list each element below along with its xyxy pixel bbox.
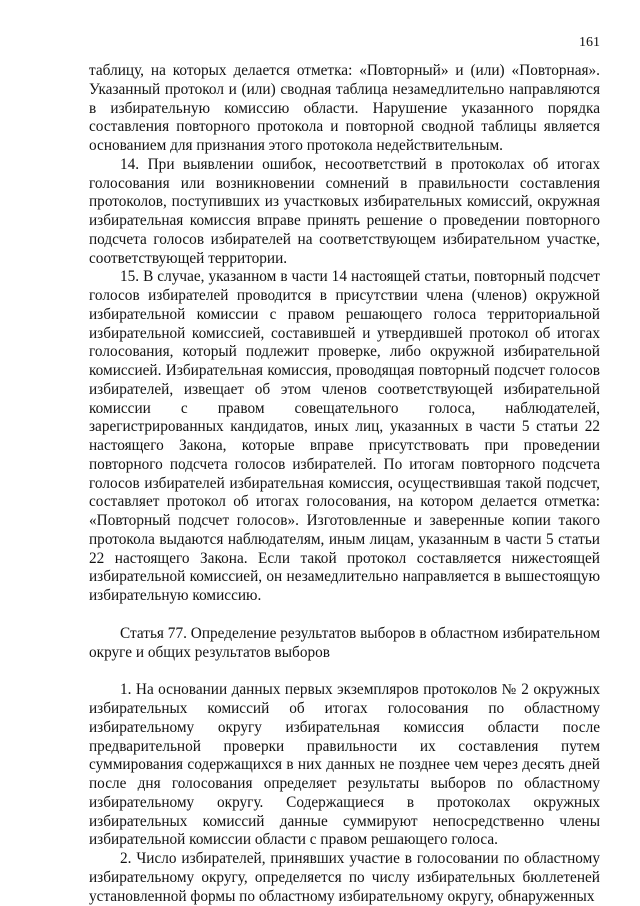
paragraph-15: 15. В случае, указанном в части 14 настоящей статьи, повторный подсчет голосов избирателей проводится в присутствии члена (членов) окружной избирательной комиссии с правом решающего голоса территориальной избирательной комиссией, составившей и утвердившей протокол об итогах голосования, который подлежит проверке, либо окружной избирательной комиссией. Избирательная комиссия, проводящая повторный подсчет голосов избирателей, извещает об этом членов соответствующей избирательной комиссии с правом совещательного голоса, наблюдателей, зарегистрированных кандидатов, иных лиц, указанных в части 5 статьи 22 настоящего Закона, которые вправе присутствовать при проведении повторного подсчета голосов избирателей. По итогам повторного подсчета голосов избирателей избирательная комиссия, осуществившая такой подсчет, составляет протокол об итогах голосования, на котором делается отметка: «Повторный подсчет голосов». Изготовленные и заверенные копии такого протокола выдаются наблюдателям, иным лицам, указанным в части 5 статьи 22 настоящего Закона. Если такой протокол составляется нижестоящей избирательной комиссией, он незамедлительно направляется в вышестоящую избирательную комиссию. <box>89 268 600 604</box>
article-heading: Статья 77. Определение результатов выборов в областном избирательном округе и общих результатов выборов <box>89 624 600 661</box>
paragraph-2: 2. Число избирателей, принявших участие в голосовании по областному избирательному округу, определяется по числу избирательных бюллетеней установленной формы по областному избирательному округу, обнаруженных <box>89 850 600 905</box>
page-number: 161 <box>579 35 600 50</box>
paragraph-continuation: таблицу, на которых делается отметка: «Повторный» и (или) «Повторная». Указанный протокол и (или) сводная таблица незамедлительно направляются в избирательную комиссию области. Нарушение указанного порядка составления повторного протокола и повторной сводной таблицы является основанием для признания этого протокола недействительным. <box>89 62 600 154</box>
paragraph-1: 1. На основании данных первых экземпляров протоколов № 2 окружных избирательных комиссий об итогах голосования по областному избирательному округу избирательная комиссия области после предварительной проверки правильности их составления путем суммирования содержащихся в них данных не позднее чем через десять дней после дня голосования определяет результаты выборов по областному избирательному округу. Содержащиеся в протоколах окружных избирательных комиссий данные суммируют непосредственно члены избирательной комиссии области с правом решающего голоса. <box>89 681 600 849</box>
paragraph-14: 14. При выявлении ошибок, несоответствий в протоколах об итогах голосования или возникновении сомнений в правильности составления протоколов, поступивших из участковых избирательных комиссий, окружная избирательная комиссия вправе принять решение о проведении повторного подсчета голосов избирателей на соответствующем избирательном участке, соответствующей территории. <box>89 155 600 267</box>
document-body <box>89 62 600 906</box>
